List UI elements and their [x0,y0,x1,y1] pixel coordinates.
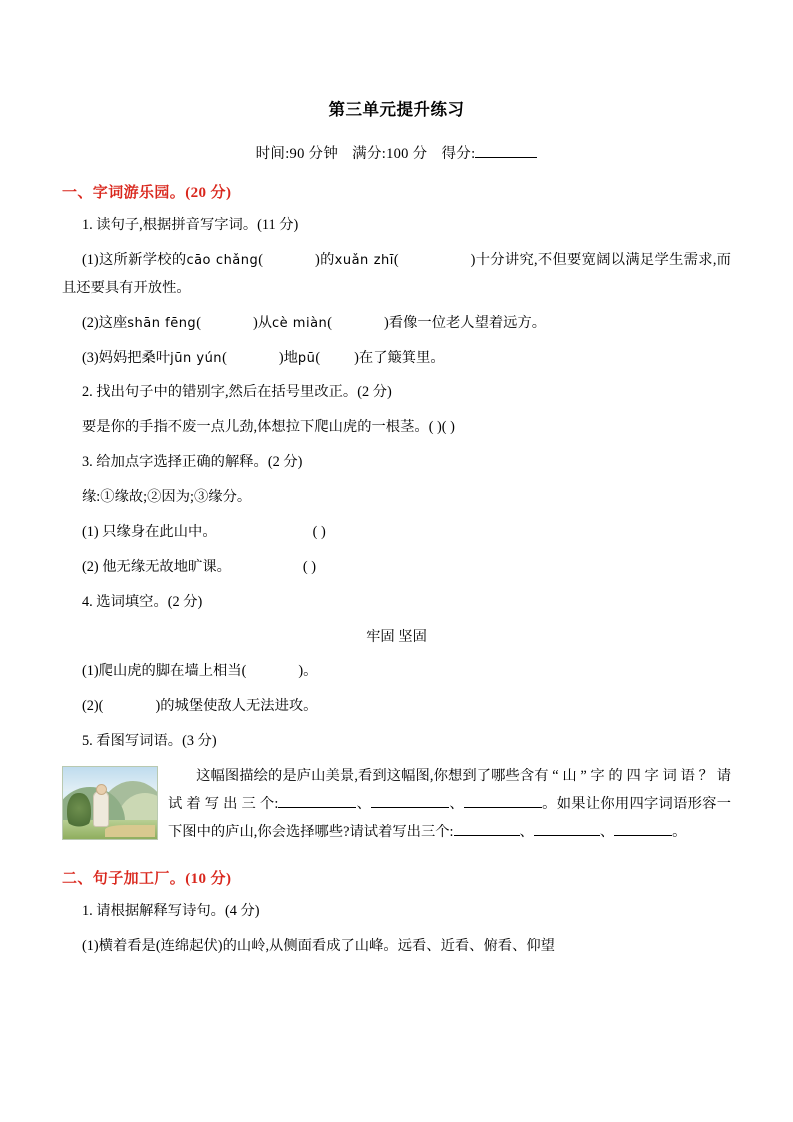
question-3-item-1 [62,519,731,547]
question-4-title: 4. 选词填空。(2 分) [82,593,203,610]
q1-1-tail: )十分讲究,不但要宽阔以满足学生需求,而且还要具有开放性。 [62,251,731,296]
question-5-body: 这幅图描绘的是庐山美景,看到这幅图,你想到了哪些含有 “ 山 ” 字 的 四 字 词 语 ？ 请 试 着 写 出 三 个: 、 、 。如果让你用四字词语形容一下图中的庐山,你会选择哪些?请试着写出三个: 、 、 。 [168,768,732,840]
exam-meta [62,142,731,163]
section2-question-1-title: 1. 请根据解释写诗句。(4 分) [82,902,260,919]
q3-2-bracket[interactable]: ( ) [302,558,317,575]
q1-3-pinyin-2: pū [297,350,316,366]
question-4-choices: 牢固 坚固 [366,628,427,645]
q5-text-part-1: 这幅图描绘的是庐山美景,看到这幅图,你想到了哪些含有 “ 山 ” 字 的 四 字 词 语 ？ 请 试 着 写 出 三 个: [168,768,731,812]
question-1-title: 1. 读句子,根据拼音写字词。(11 分) [82,217,299,233]
question-3-options: 缘:①缘故;②因为;③缘分。 [82,489,252,505]
question-1-item-2: (2)这座shān fēng( )从cè miàn( )看像一位老人望着远方。 [82,314,547,331]
q5-blank-5[interactable] [534,822,600,836]
question-3-title: 3. 给加点字选择正确的解释。(2 分) [82,454,303,471]
time-label: 时间:90 分钟 [255,146,339,162]
q1-2-pinyin-2: cè miàn [272,315,328,331]
question-1-item-1: (1)这所新学校的cāo chǎng( )的xuǎn zhī( )十分讲究,不但要宽阔以满足学生需求,而且还要具有开放性。 [62,251,731,296]
q4-1-post: )。 [298,663,318,680]
question-5-title: 5. 看图写词语。(3 分) [82,733,217,750]
q1-1-pinyin-1: cāo chǎng [186,252,259,268]
q1-1-mid: )的 [315,251,335,268]
q5-blank-6[interactable] [614,822,672,836]
score-blank-line[interactable] [475,157,537,158]
question-5-content [62,763,731,853]
q1-3-pinyin-1: jūn yún [170,350,223,366]
q5-text-end: 。 [672,823,687,840]
path-shape [105,825,155,837]
page-title: 第三单元提升练习 [328,100,465,119]
section2-question-1-item-1: (1)横着看是(连绵起伏)的山岭,从侧面看成了山峰。远看、近看、俯看、仰望 [82,937,555,954]
lushan-scenery-picture [62,766,158,840]
gained-score-label: 得分: [441,146,476,162]
question-3-item-2 [62,554,731,582]
question-2-body[interactable]: 要是你的手指不废一点儿劲,体想拉下爬山虎的一根茎。( )( ) [82,419,455,436]
q4-1-pre: (1)爬山虎的脚在墙上相当( [82,663,247,680]
section-heading-2: 二、句子加工厂。(10 分) [62,870,232,887]
q1-1-lead: (1)这所新学校的 [82,251,187,268]
person-head-icon [96,784,107,795]
question-4-item-2 [62,693,731,721]
q1-2-mid: )从 [252,314,273,331]
q5-blank-3[interactable] [464,794,542,808]
full-score-label: 满分:100 分 [352,146,428,162]
q4-2-pre: (2)( [82,698,104,715]
q1-1-pinyin-2: xuǎn zhī [334,252,394,268]
question-4-item-1 [62,658,731,686]
tree-shape [67,793,91,831]
q1-2-tail: )看像一位老人望着远方。 [384,314,547,331]
q4-2-post: )的城堡使敌人无法进攻。 [155,698,318,715]
q1-3-lead: (3)妈妈把桑叶 [82,349,171,366]
q1-3-tail: )在了簸箕里。 [354,349,445,366]
q1-2-lead: (2)这座 [82,314,128,331]
q3-2-text: (2) 他无缘无故地旷课。 [82,558,231,575]
q3-1-text: (1) 只缘身在此山中。 [82,523,217,540]
q1-2-pinyin-1: shān fēng [127,315,197,331]
q5-blank-1[interactable] [278,794,356,808]
q5-text-part-2: 。如果让你用四字词语形容一下图中的庐山,你会选择哪些?请试着写出三个: [168,795,732,840]
question-1-item-3: (3)妈妈把桑叶jūn yún( )地pū( )在了簸箕里。 [82,349,445,366]
q3-1-bracket[interactable]: ( ) [312,523,326,540]
person-figure-icon [93,791,109,827]
q5-blank-2[interactable] [371,794,449,808]
q5-blank-4[interactable] [454,822,520,836]
section-heading-1: 一、字词游乐园。(20 分) [62,185,232,201]
q1-3-mid: )地 [278,349,298,366]
question-2-title: 2. 找出句子中的错别字,然后在括号里改正。(2 分) [82,384,392,401]
